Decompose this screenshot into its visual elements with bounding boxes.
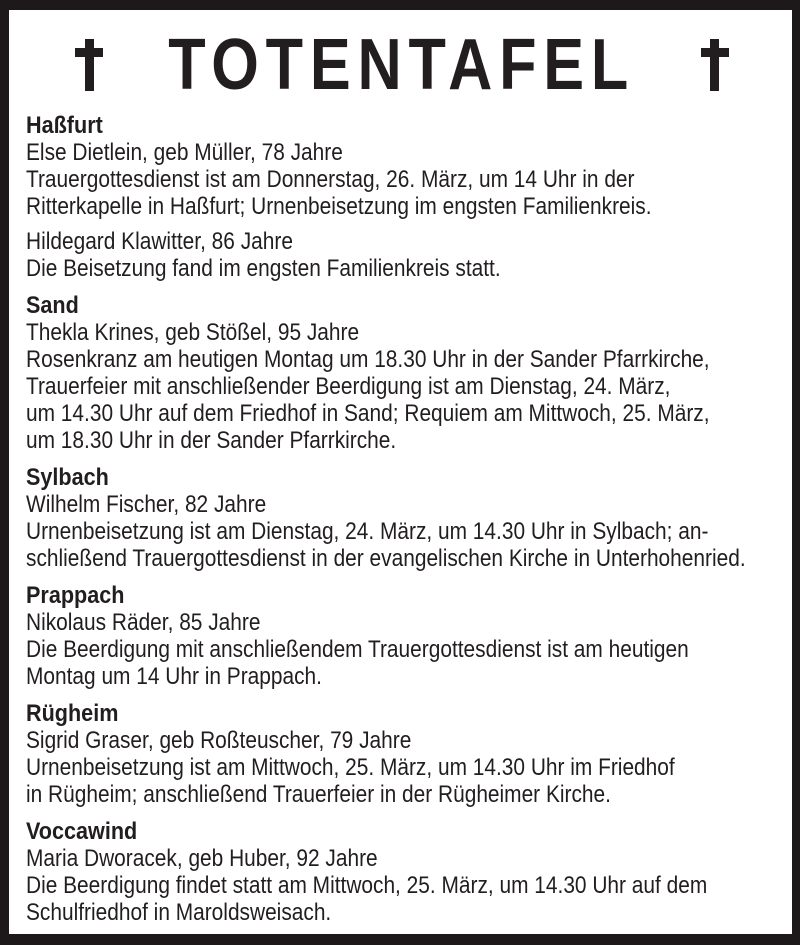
- death-notice: [26, 727, 778, 808]
- death-notice: [26, 845, 778, 926]
- town-heading: Sand: [26, 292, 79, 319]
- section-hassfurt: [26, 112, 778, 282]
- deceased-name: Nikolaus Räder, 85 Jahre: [26, 609, 261, 636]
- notice-line: Die Beerdigung findet statt am Mittwoch, 25. März, um 14.30 Uhr auf dem: [26, 872, 708, 899]
- notice-line: Urnenbeisetzung ist am Mittwoch, 25. März, um 14.30 Uhr im Friedhof: [26, 754, 675, 781]
- notice-line: schließend Trauergottesdienst in der evangelischen Kirche in Unterhohenried.: [26, 545, 746, 572]
- death-notice: [26, 491, 778, 572]
- notice-line: Die Beisetzung fand im engsten Familienkreis statt.: [26, 255, 501, 282]
- town-heading: Voccawind: [26, 818, 138, 845]
- death-notice: [26, 139, 778, 220]
- section-sand: [26, 292, 778, 454]
- deceased-name: Sigrid Graser, geb Roßteuscher, 79 Jahre: [26, 727, 412, 754]
- notice-line: Schulfriedhof in Maroldsweisach.: [26, 899, 332, 926]
- notice-line: um 14.30 Uhr auf dem Friedhof in Sand; Requiem am Mittwoch, 25. März,: [26, 400, 710, 427]
- page-title: TOTENTAFEL: [168, 25, 636, 105]
- masthead: [26, 25, 778, 105]
- town-heading: Haßfurt: [26, 112, 103, 139]
- notice-line: Die Beerdigung mit anschließendem Trauergottesdienst ist am heutigen: [26, 636, 689, 663]
- notice-line: Urnenbeisetzung ist am Dienstag, 24. März, um 14.30 Uhr in Sylbach; an-: [26, 518, 709, 545]
- notice-line: Rosenkranz am heutigen Montag um 18.30 Uhr in der Sander Pfarrkirche,: [26, 346, 710, 373]
- town-heading: Sylbach: [26, 464, 109, 491]
- notice-board: [9, 10, 792, 934]
- deceased-name: Wilhelm Fischer, 82 Jahre: [26, 491, 267, 518]
- section-ruegheim: [26, 700, 778, 808]
- notice-line: Montag um 14 Uhr in Prappach.: [26, 663, 322, 690]
- death-notice: [26, 609, 778, 690]
- town-heading: Prappach: [26, 582, 125, 609]
- notice-line: in Rügheim; anschließend Trauerfeier in der Rügheimer Kirche.: [26, 781, 611, 808]
- section-voccawind: [26, 818, 778, 926]
- section-prappach: [26, 582, 778, 690]
- deceased-name: Hildegard Klawitter, 86 Jahre: [26, 228, 293, 255]
- notice-line: um 18.30 Uhr in der Sander Pfarrkirche.: [26, 427, 397, 454]
- latin-cross-icon: [701, 39, 729, 91]
- section-sylbach: [26, 464, 778, 572]
- notice-line: Trauerfeier mit anschließender Beerdigung ist am Dienstag, 24. März,: [26, 373, 671, 400]
- town-heading: Rügheim: [26, 700, 119, 727]
- notice-line: Trauergottesdienst ist am Donnerstag, 26. März, um 14 Uhr in der: [26, 166, 635, 193]
- deceased-name: Else Dietlein, geb Müller, 78 Jahre: [26, 139, 343, 166]
- latin-cross-icon: [75, 39, 103, 91]
- death-notice: [26, 319, 778, 454]
- death-notice: [26, 228, 778, 282]
- deceased-name: Maria Dworacek, geb Huber, 92 Jahre: [26, 845, 378, 872]
- deceased-name: Thekla Krines, geb Stößel, 95 Jahre: [26, 319, 360, 346]
- notice-line: Ritterkapelle in Haßfurt; Urnenbeisetzung im engsten Familienkreis.: [26, 193, 652, 220]
